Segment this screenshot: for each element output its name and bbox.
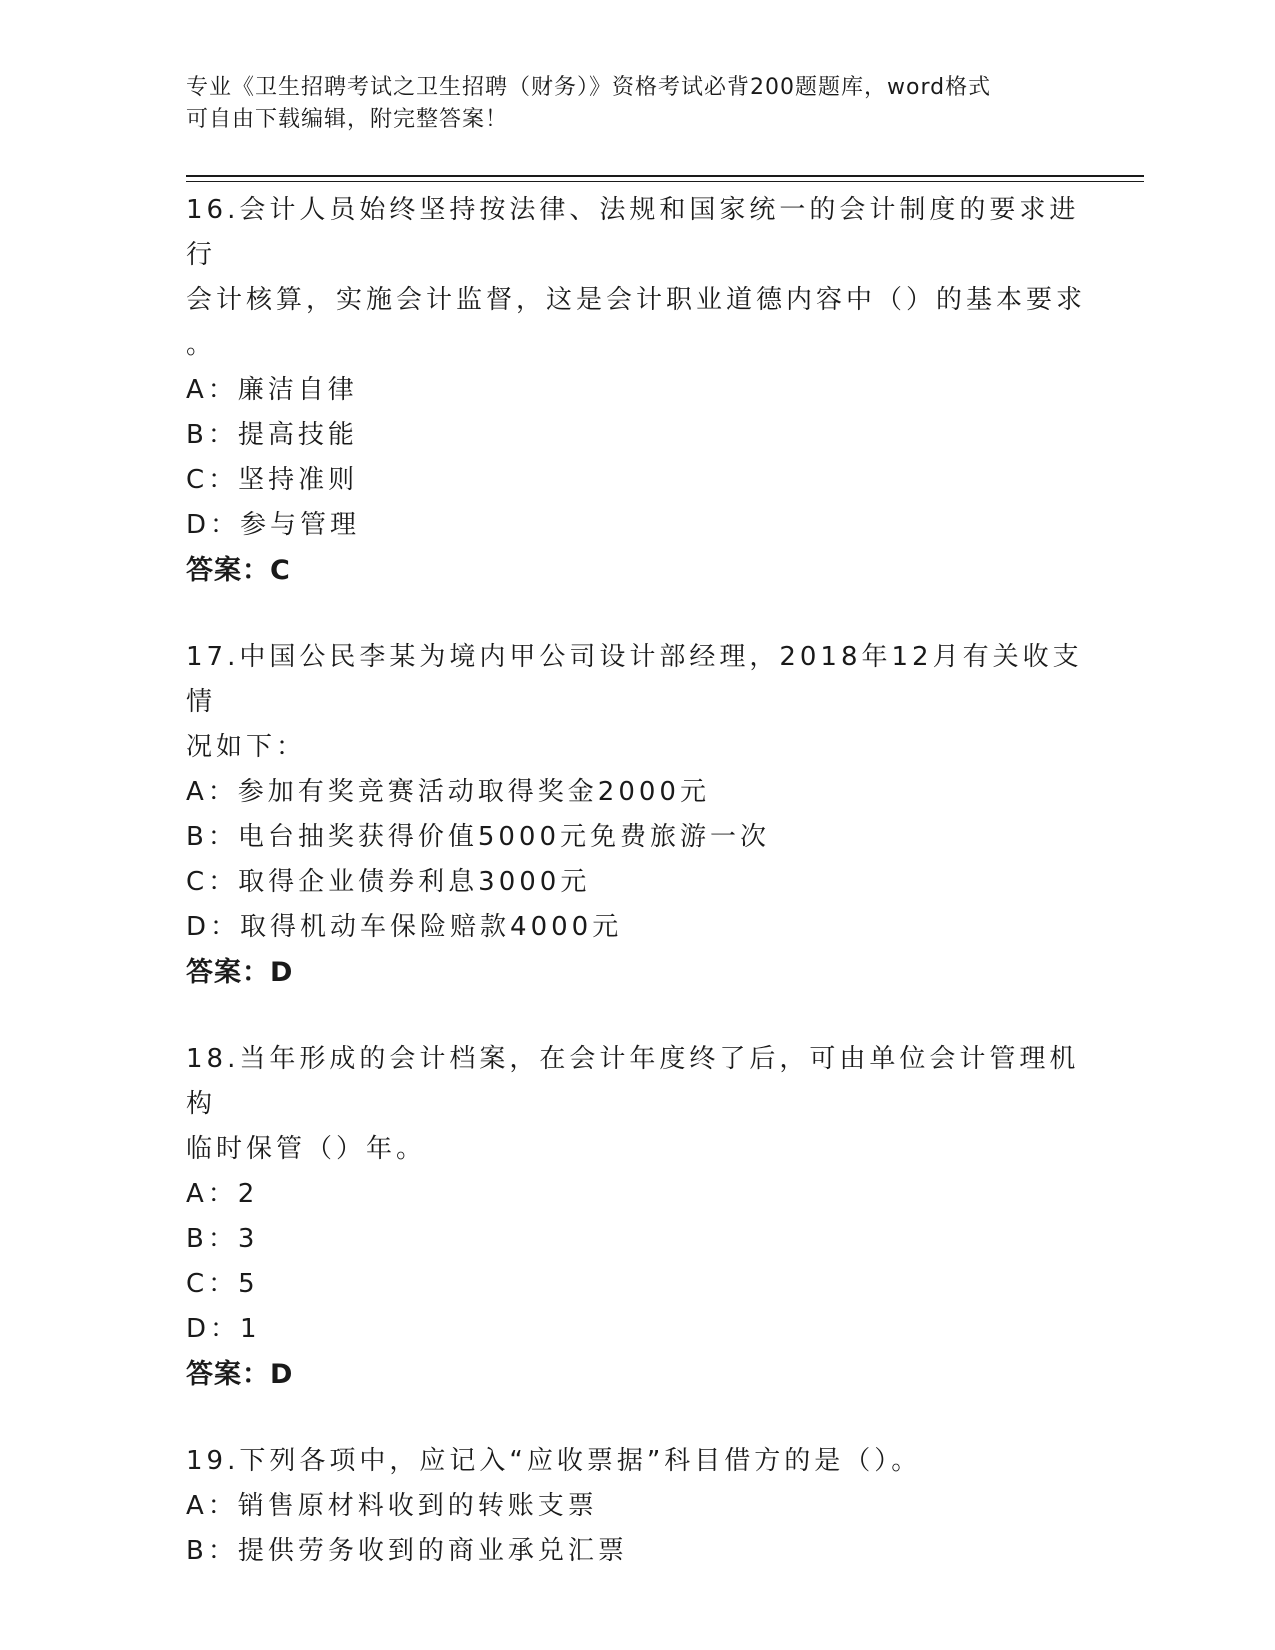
- question-stem-line: 19.下列各项中，应记入“应收票据”科目借方的是（）。: [186, 1446, 922, 1476]
- option-d: D：1: [186, 1314, 261, 1344]
- option-b: B：3: [186, 1224, 259, 1254]
- option-c: C：坚持准则: [186, 465, 359, 495]
- question-stem-line: 17.中国公民李某为境内甲公司设计部经理，2018年12月有关收支情: [186, 642, 1083, 717]
- question-stem-line: 16.会计人员始终坚持按法律、法规和国家统一的会计制度的要求进行: [186, 195, 1080, 270]
- question-stem-line: 会计核算，实施会计监督，这是会计职业道德内容中（）的基本要求: [186, 285, 1087, 315]
- question-stem-line: 临时保管（）年。: [186, 1134, 427, 1164]
- header-line-2: 可自由下载编辑，附完整答案！: [186, 107, 509, 132]
- option-a: A：2: [186, 1179, 259, 1209]
- option-d: D：取得机动车保险赔款4000元: [186, 912, 623, 942]
- question-18: [186, 1037, 1086, 1397]
- option-b: B：提供劳务收到的商业承兑汇票: [186, 1536, 628, 1566]
- header-line-1: 专业《卫生招聘考试之卫生招聘（财务）》资格考试必背200题题库，word格式: [186, 75, 992, 100]
- option-b: B：提高技能: [186, 420, 358, 450]
- answer-label: 答案：D: [186, 957, 294, 988]
- answer-label: 答案：C: [186, 555, 291, 586]
- option-d: D：参与管理: [186, 510, 361, 540]
- question-list: [186, 188, 1086, 1616]
- option-a: A：销售原材料收到的转账支票: [186, 1491, 598, 1521]
- question-stem-line: 况如下：: [186, 732, 307, 762]
- question-16: [186, 188, 1086, 593]
- option-b: B：电台抽奖获得价值5000元免费旅游一次: [186, 822, 771, 852]
- option-a: A：廉洁自律: [186, 375, 358, 405]
- option-c: C：取得企业债券利息3000元: [186, 867, 591, 897]
- option-c: C：5: [186, 1269, 259, 1299]
- question-19: [186, 1439, 1086, 1574]
- header-rule-thick: [186, 175, 1144, 177]
- question-17: [186, 635, 1086, 995]
- document-header: [186, 72, 1066, 136]
- header-rule-thin: [186, 181, 1144, 182]
- answer-label: 答案：D: [186, 1359, 294, 1390]
- question-stem-line: 18.当年形成的会计档案，在会计年度终了后，可由单位会计管理机构: [186, 1044, 1080, 1119]
- question-stem-line: 。: [186, 330, 217, 360]
- option-a: A：参加有奖竞赛活动取得奖金2000元: [186, 777, 710, 807]
